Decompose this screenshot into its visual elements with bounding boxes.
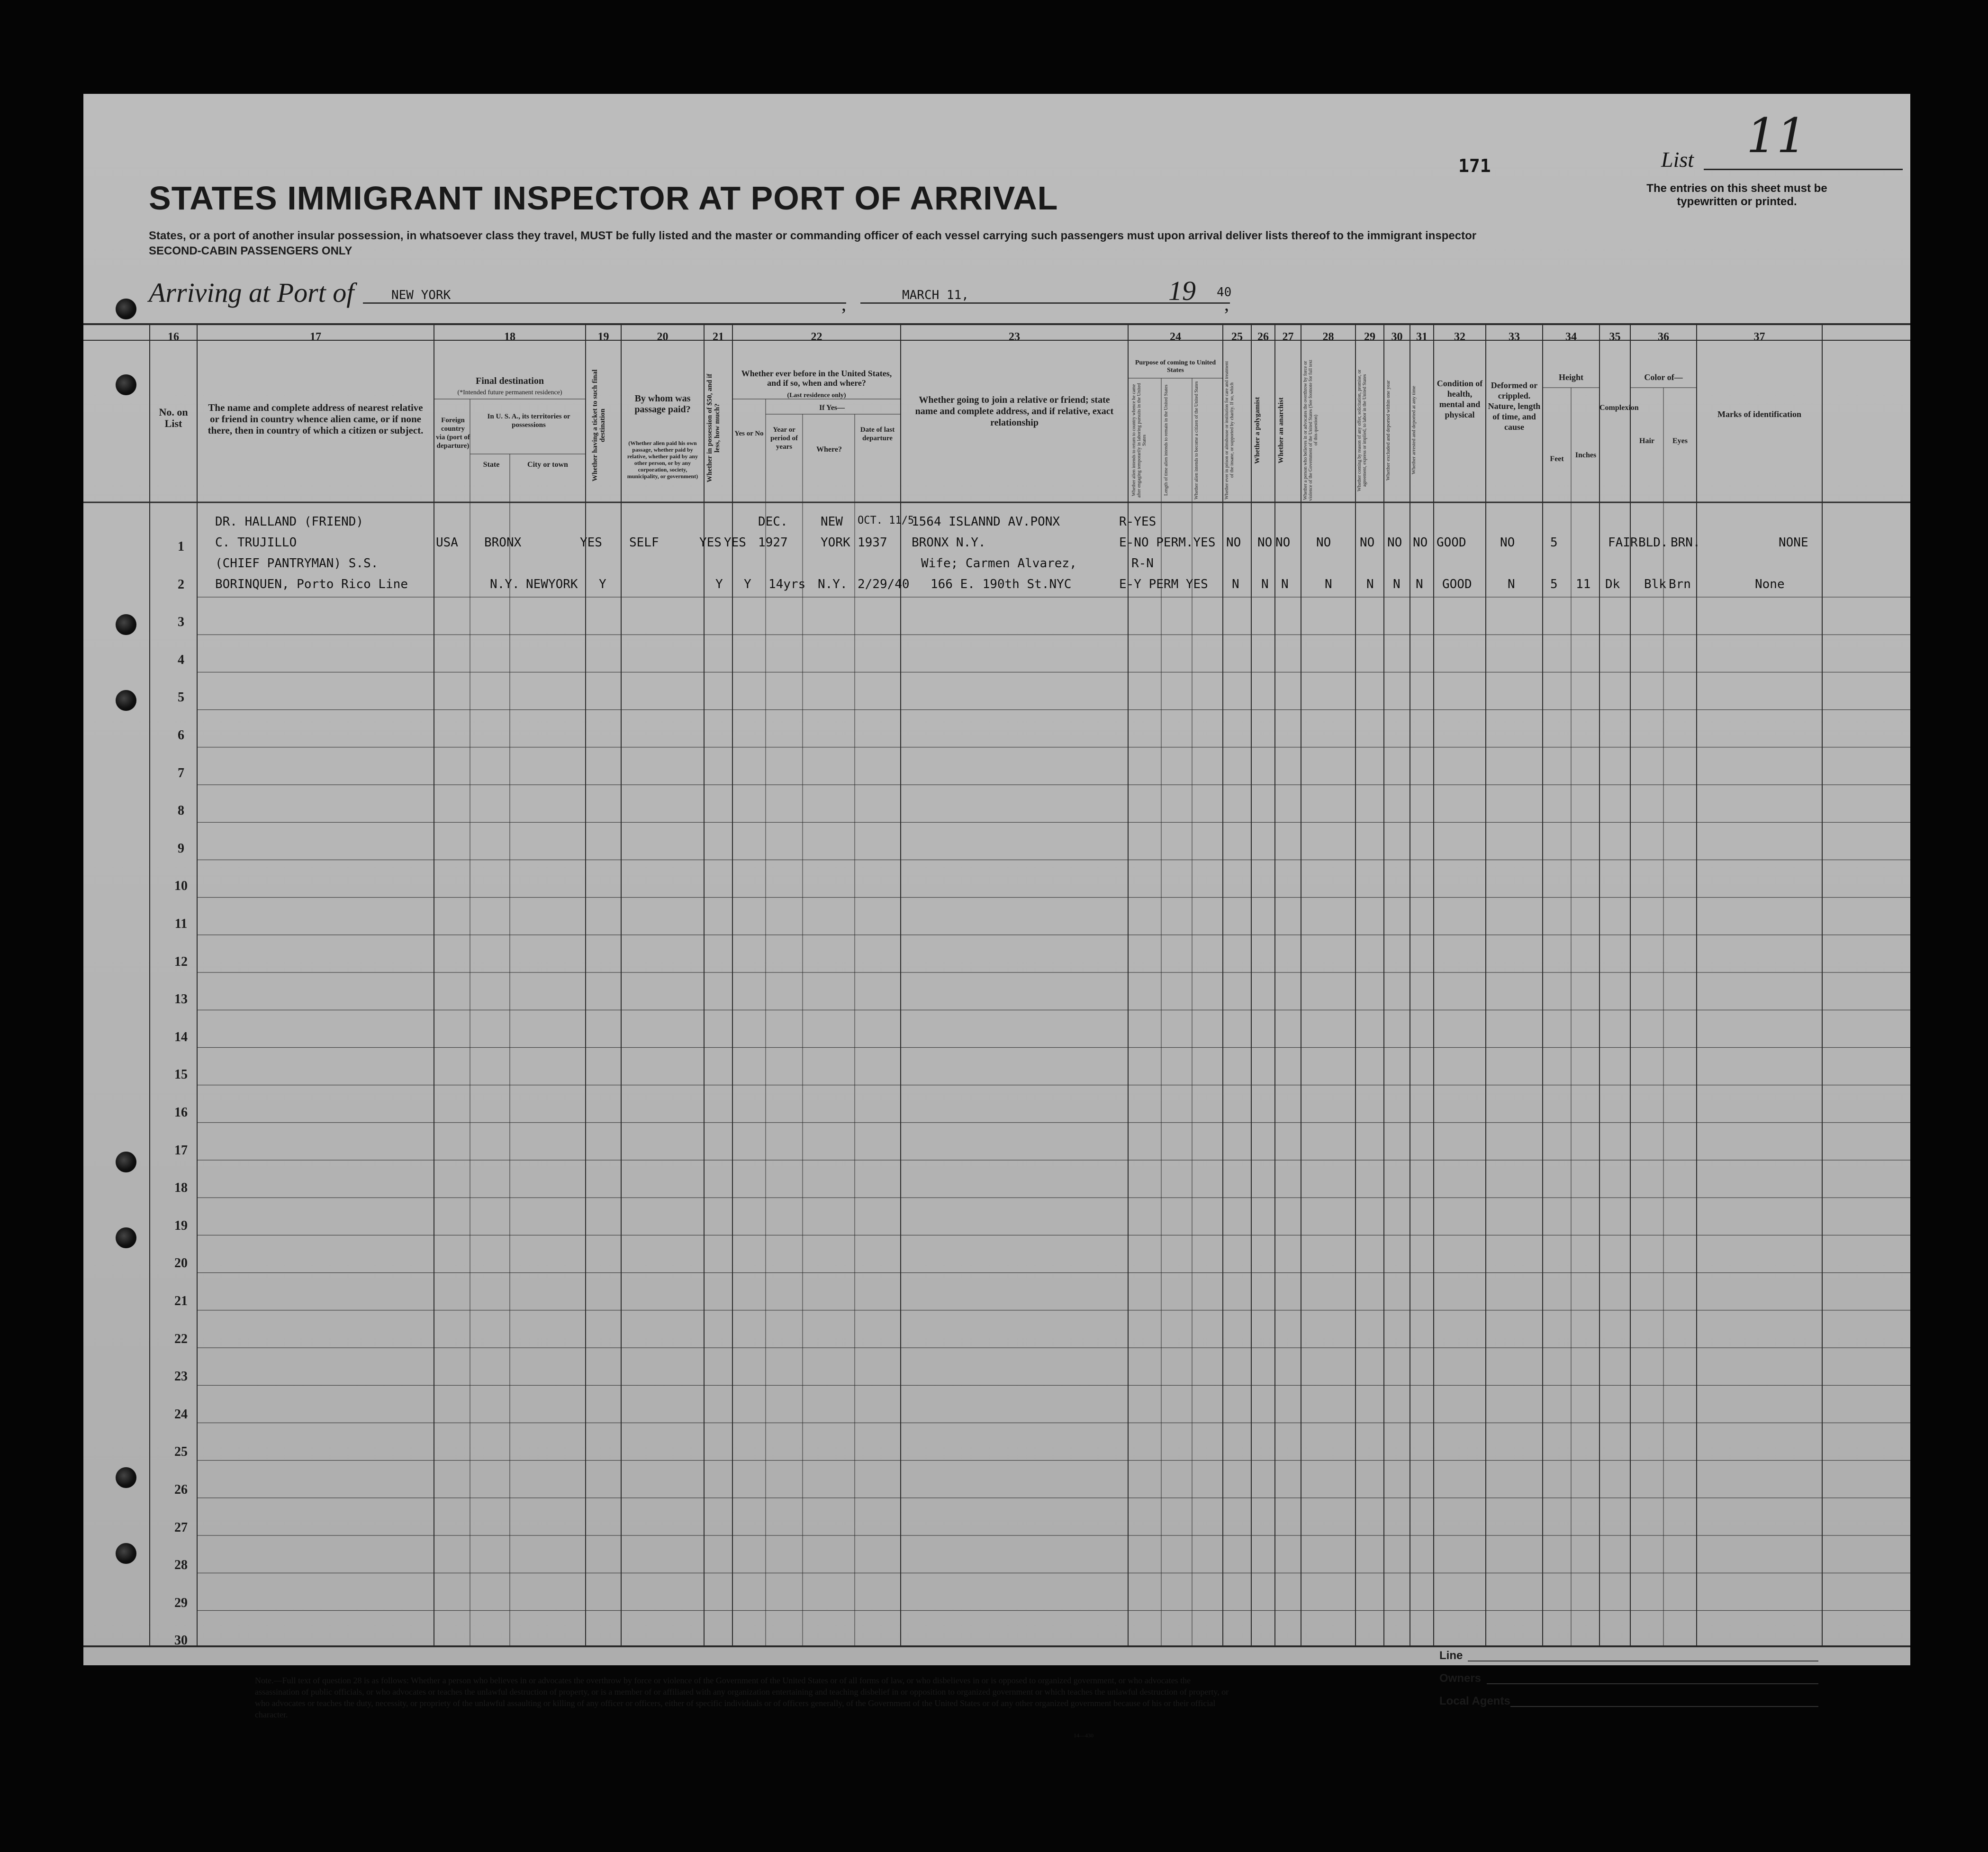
column-number: 31 [1416,331,1428,343]
row-number: 4 [178,652,184,667]
r1-marks: NONE [1779,536,1808,550]
r1-state: BRONX [484,536,522,550]
row-number: 27 [174,1520,188,1535]
header-passage-note: (Whether alien paid his own passage, whether paid by relative, whether paid by any other person, or by any corporation, society, municipality, or government) [627,440,698,480]
header-passage-paid: By whom was passage paid? [634,393,691,415]
header-marks: Marks of identification [1717,409,1801,419]
column-number: 17 [310,331,321,343]
page-number: 171 [1458,155,1491,176]
r2-purpose-line2: E-Y PERM YES [1119,577,1208,591]
r2-join-line2: 166 E. 190th St.NYC [931,577,1072,591]
row-number: 28 [174,1558,188,1573]
r2-offer-labor: N [1366,577,1374,591]
column-number: 23 [1009,331,1020,343]
column-number: 20 [657,331,669,343]
r1-year-line1: DEC. [758,515,788,529]
header-purpose: Purpose of coming to United States [1135,359,1216,374]
r2-health: GOOD [1442,577,1472,591]
row-number: 8 [178,803,184,818]
header-purpose-return: Whether alien intends to return to country whence he came after engaging temporarily in laboring pursuits in the United States [1131,383,1147,498]
header-final-destination-note: (*Intended future permanent residence) [457,389,562,396]
column-number: 19 [597,331,609,343]
line-label: Line [1439,1649,1463,1662]
date-value: MARCH 11, [902,288,969,302]
row-number: 14 [174,1029,188,1044]
column-number: 35 [1609,331,1621,343]
list-label: List [1661,147,1694,172]
r2-arrested: N [1416,577,1423,591]
list-number: 11 [1746,108,1807,163]
header-overthrow: Whether a person who believes in or advocates the overthrow by force or violence of the Government of the United States (See footnote for full text of this question) [1303,360,1319,501]
r2-marks: None [1755,577,1785,591]
typewritten-note: The entries on this sheet must be typewritten or printed. [1646,182,1827,208]
column-number: 33 [1509,331,1520,343]
r1-offer-labor: NO [1360,536,1375,550]
header-purpose-citizen: Whether alien intends to become a citizen of the United States [1194,381,1199,499]
header-color-of: Color of— [1644,372,1683,382]
column-number: 21 [713,331,724,343]
header-deformed: Deformed or crippled. Nature, length of time, and cause [1488,381,1541,432]
r2-fifty-dollars: Y [715,577,723,591]
r1-join-line2: BRONX N.Y. [912,536,986,550]
header-prison: Whether ever in prison or almshouse or institution for care and treatment of the insane, or supported by charity. If so, which [1224,361,1235,499]
r2-height-feet: 5 [1550,577,1558,591]
row-number: 1 [178,539,184,554]
r1-eyes: BRN. [1671,536,1700,550]
r2-ticket: Y [599,577,606,591]
header-date-departure: Date of last departure [860,426,895,442]
r1-polygamist: NO [1257,536,1273,550]
comma-sep: , [841,293,846,315]
owners-underline [1487,1683,1818,1684]
year-prefix: 19 [1168,275,1196,306]
row-number: 19 [174,1218,188,1233]
row-number: 7 [178,765,184,781]
row-number: 16 [174,1105,188,1120]
instruction-line: States, or a port of another insular possession, in whatsoever class they travel, MUST be fully listed and the master or commanding officer of each vessel carrying such passengers must upon arrival deliver lists thereof to the immigrant inspector [149,229,1477,242]
r1-date-line1: OCT. 11/5 [858,515,914,527]
header-foreign-country: Foreign country via (port of departure) [436,417,470,450]
row-number: 22 [174,1331,188,1346]
row-number: 20 [174,1256,188,1271]
row-number: 10 [174,879,188,894]
port-value: NEW YORK [391,288,451,302]
r1-where-line1: NEW [821,515,843,529]
r1-year-line2: 1927 [758,536,788,550]
r2-date: 2/29/40 [858,577,910,591]
agents-underline [1510,1706,1818,1707]
row-number: 6 [178,728,184,743]
r1-ticket: YES [580,536,602,550]
header-yes-no: Yes or No [734,430,764,437]
manifest-grid [83,94,1910,1665]
page-title: STATES IMMIGRANT INSPECTOR AT PORT OF ARRIVAL [149,180,1058,217]
r2-polygamist: N [1261,577,1269,591]
r2-height-inches: 11 [1576,577,1591,591]
header-arrested: Whether arrested and deported at any time [1411,386,1417,475]
r2-where: N.Y. [818,577,848,591]
header-purpose-length: Length of time alien intends to remain in the United States [1164,384,1169,496]
agents-label: Local Agents [1439,1695,1510,1707]
r1-date-line2: 1937 [858,536,887,550]
header-nearest-relative: The name and complete address of nearest relative or friend in country whence alien came, or if none there, then in country of which a citizen or subject. [208,402,424,436]
column-number: 36 [1658,331,1669,343]
header-polygamist: Whether a polygamist [1254,397,1261,464]
r1-hair: BLD. [1638,536,1668,550]
row-number: 3 [178,615,184,630]
year-suffix: 40 [1217,285,1232,300]
r1-foreign-country: USA [436,536,458,550]
r1-join-line1: 1564 ISLANND AV.PONX [912,515,1060,529]
r2-join-line1: Wife; Carmen Alvarez, [921,556,1077,571]
header-join-relative: Whether going to join a relative or friend; state name and complete address, and if relative, exact relationship [915,395,1114,428]
form-number: 14—430 [1074,1732,1093,1739]
header-in-usa: In U. S. A., its territories or possessions [487,413,570,429]
header-where: Where? [816,445,842,454]
r1-purpose-line2: E-NO PERM.YES [1119,536,1216,550]
r1-health: GOOD [1437,536,1466,550]
header-fifty-dollars: Whether in possession of $50, and if less, how much? [706,373,721,482]
column-number: 29 [1364,331,1375,343]
column-number: 24 [1170,331,1181,343]
header-hair: Hair [1639,437,1654,445]
column-number: 25 [1231,331,1243,343]
header-height: Height [1559,372,1583,382]
r1-arrested: NO [1413,536,1428,550]
header-last-residence: (Last residence only) [787,392,846,399]
row-number: 5 [178,690,184,705]
r2-prison: N [1232,577,1239,591]
row-number: 21 [174,1294,188,1308]
owners-label: Owners [1439,1672,1482,1685]
r2-purpose-line1: R-N [1131,556,1154,571]
header-eyes: Eyes [1672,437,1688,445]
row-number: 26 [174,1482,188,1497]
column-number: 27 [1282,331,1294,343]
column-number: 16 [168,331,179,343]
r2-city: NEWYORK [526,577,578,591]
r1-purpose-line1: R-YES [1119,515,1157,529]
r2-hair: Blk [1644,577,1666,591]
header-offer-labor: Whether coming by reason of any offer, solicitation, promise, or agreement, express or implied, to labor in the United States [1357,369,1367,491]
header-year-period: Year or period of years [770,426,798,451]
r1-before-yes-no: YES [724,536,746,550]
r2-overthrow: N [1325,577,1332,591]
r1-passage-paid: SELF [629,536,659,550]
header-ticket: Whether having a ticket to such final destination [591,369,606,482]
column-number: 37 [1753,331,1765,343]
header-final-destination: Final destination [476,376,544,386]
header-complexion: Complexion [1599,404,1639,412]
r1-where-line2: YORK [821,536,850,550]
row-number: 29 [174,1595,188,1610]
comma-sep: , [1224,293,1229,315]
footnote-question-28: Note.—Full text of question 28 is as follows: Whether a person who believes in or advocates the overthrow by force or violence of the Government of the United States or of all forms of law, or who disbelieves in or is opposed to organized government, or who advocates the assassination of public officials, or who advocates or teaches the unlawful destruction of property, or is a member of or affiliated with any organization entertaining and teaching disbelief in or opposition to organized government or which teaches the unlawful destruction of property, or who advocates or teaches the duty, necessity, or propriety of the unlawful assaulting or killing of any officer or officers, either of specific individuals or of officers generally, of the Government of the United States or of any other organized government because of his or their official character. [255,1676,1229,1719]
r1-fifty-dollars: YES [699,536,722,550]
row-number: 18 [174,1180,188,1196]
row-number: 13 [174,992,188,1007]
header-before-in-us: Whether ever before in the United States, and if so, when and where? [741,369,892,388]
header-health: Condition of health, mental and physical [1437,379,1483,419]
row-number: 30 [174,1633,188,1648]
row-number: 12 [174,954,188,969]
row-number: 17 [174,1143,188,1158]
column-number: 30 [1391,331,1403,343]
r2-before-yes-no: Y [744,577,751,591]
r1-relative-line2: C. TRUJILLO [215,536,297,550]
header-no-on-list: No. on List [159,406,188,429]
r2-anarchist: N [1281,577,1289,591]
row-number: 24 [174,1407,188,1422]
row-number: 9 [178,841,184,856]
arriving-label: Arriving at Port of [149,277,354,308]
r2-state: N.Y. [490,577,520,591]
header-state: State [483,461,500,469]
r2-excluded: N [1393,577,1401,591]
row-number: 25 [174,1444,188,1460]
column-number: 22 [811,331,822,343]
r1-deformed: NO [1500,536,1515,550]
column-number: 18 [504,331,515,343]
r1-overthrow: NO [1316,536,1331,550]
column-number: 28 [1322,331,1334,343]
column-number: 34 [1565,331,1577,343]
r1-excluded: NO [1387,536,1402,550]
header-inches: Inches [1575,451,1597,459]
row-number: 15 [174,1067,188,1082]
row-number: 11 [174,917,188,931]
row-number: 2 [178,577,184,592]
header-if-yes: If Yes— [819,404,845,412]
r2-relative-line1: (CHIEF PANTRYMAN) S.S. [215,556,379,571]
r1-prison: NO [1226,536,1241,550]
r2-relative-line2: BORINQUEN, Porto Rico Line [215,577,408,591]
r2-deformed: N [1508,577,1515,591]
manifest-sheet [83,94,1910,1739]
r2-complexion: Dk [1605,577,1620,591]
header-feet: Feet [1550,455,1564,463]
column-number: 32 [1454,331,1465,343]
header-excluded: Whether excluded and deported within one year [1385,380,1391,481]
r1-relative-line1: DR. HALLAND (FRIEND) [215,515,364,529]
class-line: SECOND-CABIN PASSENGERS ONLY [149,245,352,257]
row-number: 23 [174,1369,188,1384]
column-number: 26 [1257,331,1269,343]
r1-height-feet: 5 [1550,536,1558,550]
r1-complexion: FAIR [1608,536,1638,550]
r2-eyes: Brn [1669,577,1691,591]
r1-anarchist: NO [1275,536,1291,550]
header-anarchist: Whether an anarchist [1277,397,1285,463]
r2-year: 14yrs [768,577,806,591]
header-city: City or town [527,461,568,469]
